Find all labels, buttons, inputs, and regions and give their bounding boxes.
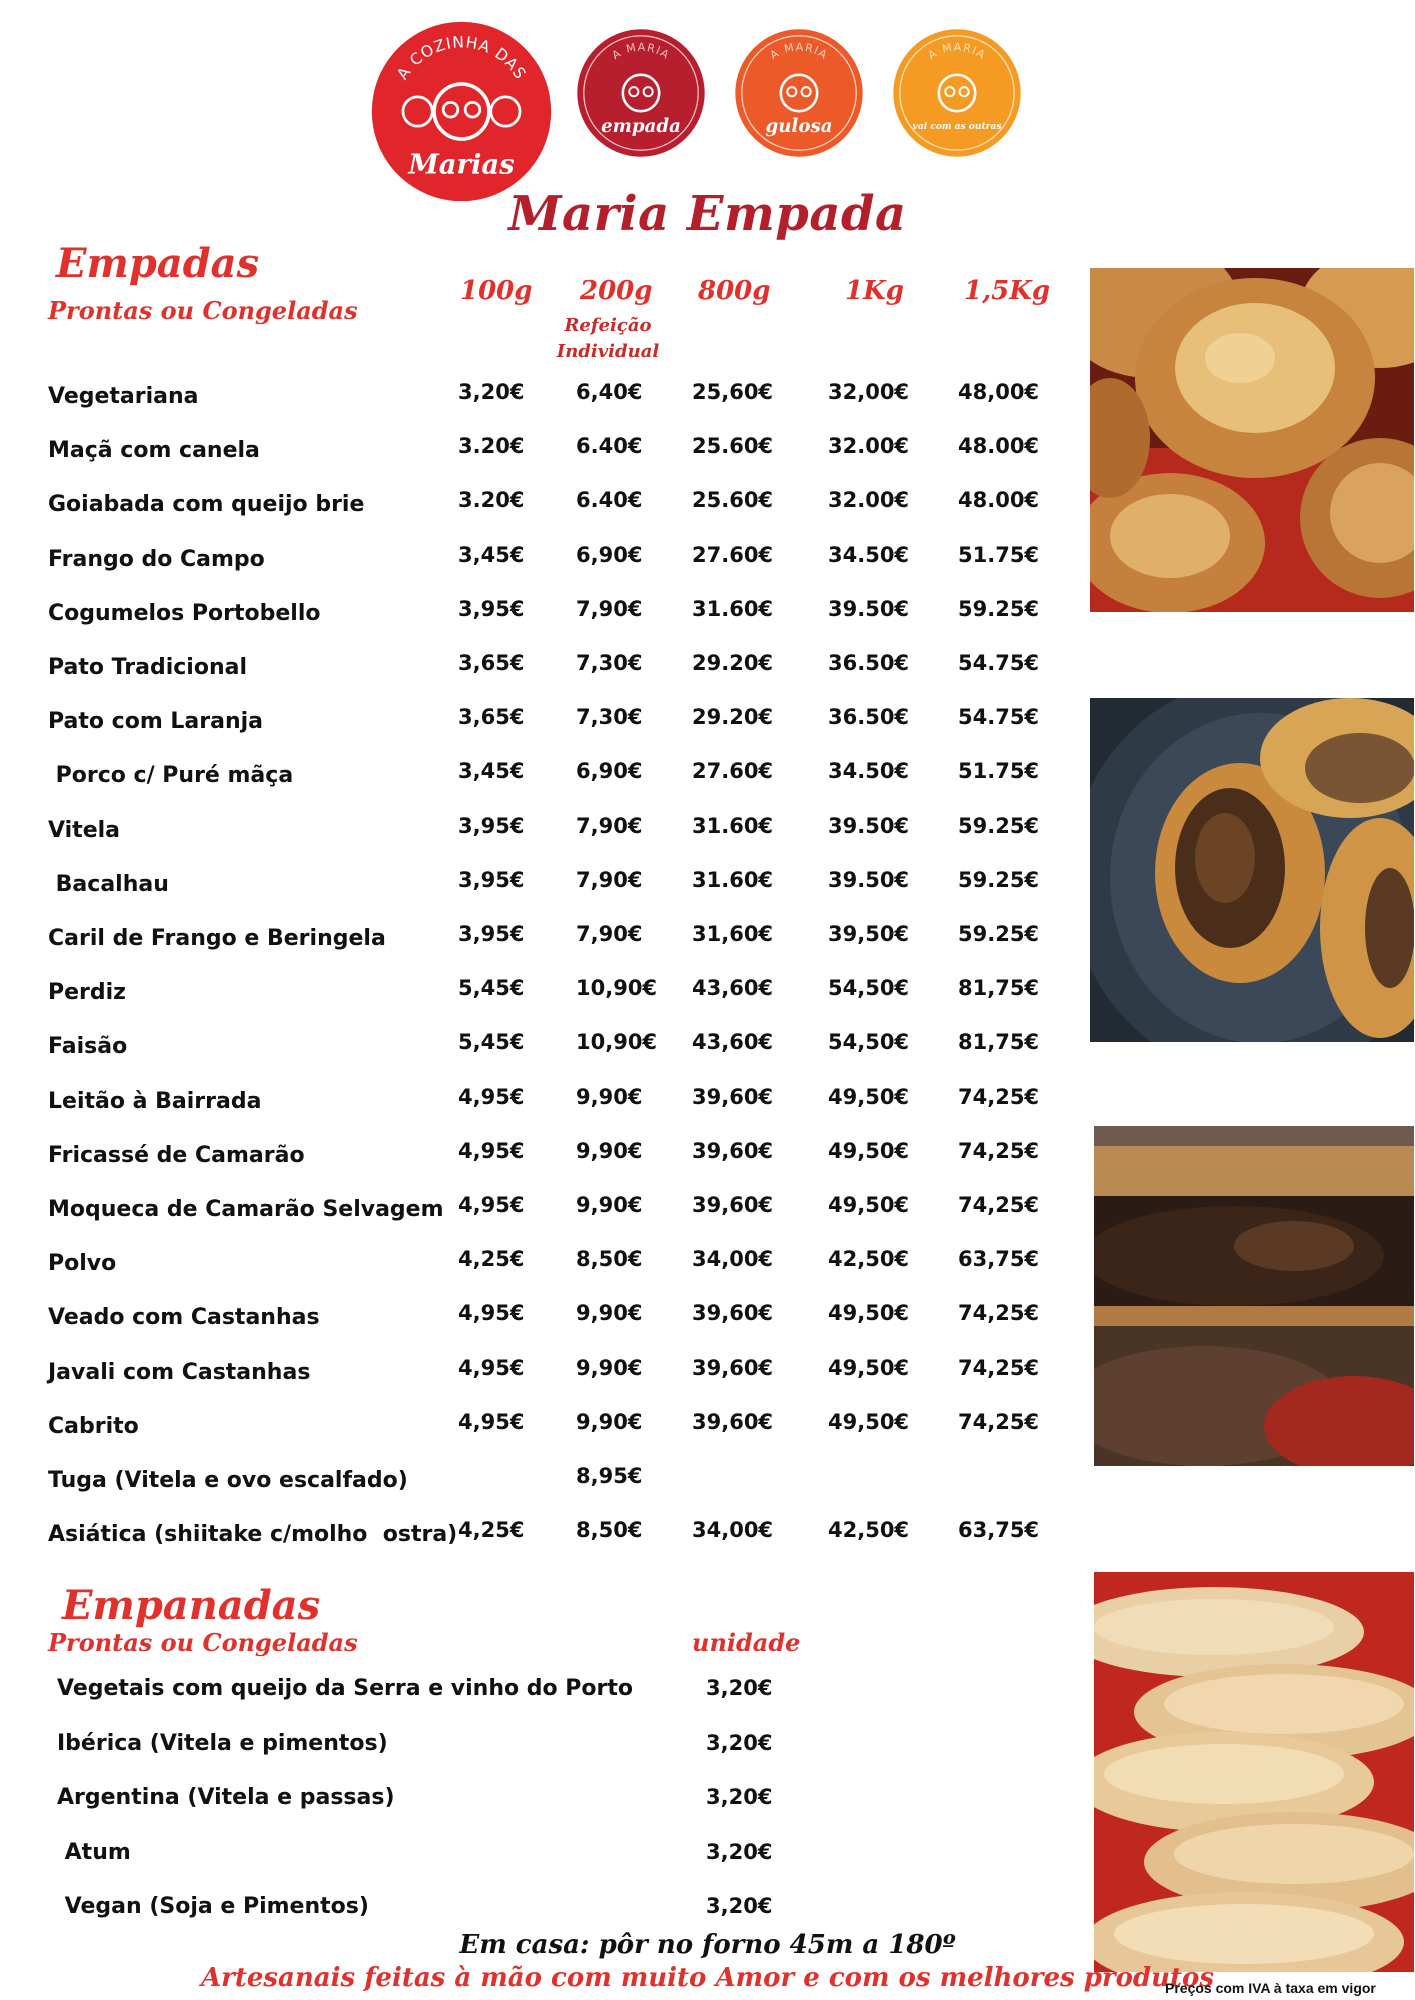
empanada-price: 3,20€	[706, 1894, 773, 1918]
empada-price: 51.75€	[958, 759, 1040, 784]
cozinha-das-marias-logo	[370, 20, 553, 203]
empada-price: 42,50€	[828, 1518, 910, 1543]
empada-row-name: Pato Tradicional	[48, 655, 247, 680]
svg-text:A COZINHA DAS: A COZINHA DAS	[393, 33, 530, 83]
empanadas-title: Empanadas	[62, 1582, 321, 1629]
empada-row-name: Goiabada com queijo brie	[48, 492, 365, 518]
empanada-price: 3,20€	[706, 1730, 773, 1755]
empada-row-name: Frango do Campo	[48, 546, 265, 572]
empada-price: 8,50€	[576, 1247, 643, 1272]
empada-price: 31.60€	[692, 596, 774, 621]
empada-price: 34.50€	[828, 759, 910, 784]
svg-text:empada: empada	[601, 116, 681, 137]
empada-price: 74,25€	[958, 1193, 1040, 1217]
empada-row-name: Faisão	[48, 1034, 128, 1060]
empada-price: 36.50€	[828, 651, 910, 675]
empanada-price: 3,20€	[706, 1785, 773, 1809]
empada-price: 39.50€	[828, 813, 910, 838]
empada-row-name: Caril de Frango e Beringela	[48, 926, 386, 951]
empada-price: 48,00€	[958, 380, 1040, 404]
size-header-100g: 100g	[460, 276, 533, 306]
empada-price: 54,50€	[828, 1030, 910, 1055]
empada-price: 4,95€	[458, 1409, 525, 1434]
empada-price: 8,50€	[576, 1518, 643, 1543]
empada-row-name: Moqueca de Camarão Selvagem	[48, 1197, 444, 1222]
size-header-800g: 800g	[698, 276, 771, 306]
empada-price: 81,75€	[958, 1030, 1040, 1055]
empada-price: 39,60€	[692, 1084, 774, 1109]
empada-photo-2	[1090, 698, 1414, 1042]
empada-price: 3,95€	[458, 867, 525, 892]
empada-price: 49,50€	[828, 1084, 910, 1109]
empada-price: 39.50€	[828, 596, 910, 621]
empada-price: 7,90€	[576, 596, 643, 621]
empada-price: 63,75€	[958, 1247, 1040, 1272]
empada-price: 7,30€	[576, 705, 643, 730]
size-note-line1: Refeição	[564, 315, 652, 336]
size-note-line2: Individual	[556, 341, 660, 362]
empada-price: 54.75€	[958, 651, 1040, 675]
empanada-row-name: Vegetais com queijo da Serra e vinho do Porto	[57, 1676, 634, 1701]
empanada-photo	[1094, 1572, 1414, 1972]
empada-price: 9,90€	[576, 1138, 643, 1163]
size-header-1-5kg: 1,5Kg	[964, 276, 1051, 306]
empada-price: 48.00€	[958, 488, 1040, 513]
empada-price: 10,90€	[576, 976, 658, 1001]
empada-row-name: Polvo	[48, 1251, 117, 1277]
empada-price: 39,50€	[828, 922, 910, 946]
svg-text:gulosa: gulosa	[765, 116, 833, 137]
empada-row-name: Tuga (Vitela e ovo escalfado)	[48, 1468, 408, 1493]
empada-price: 48.00€	[958, 434, 1040, 459]
empada-price: 25.60€	[692, 488, 774, 513]
empada-price: 4,95€	[458, 1355, 525, 1380]
empanadas-subtitle: Prontas ou Congeladas	[48, 1628, 358, 1657]
oven-instructions: Em casa: pôr no forno 45m a 180º	[459, 1930, 956, 1960]
empada-price: 5,45€	[458, 976, 525, 1001]
empada-photo-1	[1090, 268, 1414, 612]
empada-price: 6,40€	[576, 380, 643, 404]
empada-price: 7,90€	[576, 922, 643, 946]
empada-price: 3,95€	[458, 813, 525, 838]
empada-row-name: Vegetariana	[48, 384, 199, 409]
empada-price: 32.00€	[828, 434, 910, 459]
empanada-row-name: Vegan (Soja e Pimentos)	[57, 1894, 369, 1919]
empada-price: 3,45€	[458, 542, 525, 567]
empada-row-name: Maçã com canela	[48, 438, 260, 464]
tagline: Artesanais feitas à mão com muito Amor e com os melhores produtos	[201, 1963, 1214, 1993]
empada-price: 74,25€	[958, 1355, 1040, 1380]
empada-price: 39,60€	[692, 1138, 774, 1163]
empada-row-name: Veado com Castanhas	[48, 1305, 320, 1331]
empada-price: 54,50€	[828, 976, 910, 1001]
empada-price: 9,90€	[576, 1301, 643, 1326]
empada-price: 25,60€	[692, 380, 774, 404]
empanada-price: 3,20€	[706, 1839, 773, 1864]
empada-price: 43,60€	[692, 1030, 774, 1055]
empada-price: 4,95€	[458, 1193, 525, 1217]
svg-text:A MARIA: A MARIA	[609, 40, 673, 63]
empada-price: 34.50€	[828, 542, 910, 567]
empada-price: 6.40€	[576, 488, 643, 513]
maria-gulosa-logo	[734, 28, 864, 158]
empada-row-name: Cogumelos Portobello	[48, 600, 321, 626]
empada-row-name: Porco c/ Puré mãça	[48, 763, 294, 789]
empanada-row-name: Ibérica (Vitela e pimentos)	[57, 1730, 388, 1756]
empada-row-name: Javali com Castanhas	[48, 1359, 311, 1385]
empada-price: 3,20€	[458, 380, 525, 404]
empada-photo-3	[1094, 1126, 1414, 1466]
empada-price: 4,95€	[458, 1084, 525, 1109]
empada-price: 27.60€	[692, 542, 774, 567]
empada-price: 5,45€	[458, 1030, 525, 1055]
empada-price: 49,50€	[828, 1301, 910, 1326]
empada-price: 81,75€	[958, 976, 1040, 1001]
empada-price: 74,25€	[958, 1084, 1040, 1109]
empada-price: 9,90€	[576, 1193, 643, 1217]
empada-price: 3.20€	[458, 434, 525, 459]
empada-price: 7,30€	[576, 651, 643, 675]
empada-price: 59.25€	[958, 922, 1040, 946]
tax-note: Preços com IVA à taxa em vigor	[1165, 1980, 1376, 1996]
empada-price: 31.60€	[692, 867, 774, 892]
empada-price: 10,90€	[576, 1030, 658, 1055]
empada-price: 8,95€	[576, 1464, 643, 1488]
unit-header: unidade	[692, 1628, 801, 1657]
empada-row-name: Vitela	[48, 817, 121, 843]
empada-price: 4,25€	[458, 1518, 525, 1543]
empada-price: 9,90€	[576, 1084, 643, 1109]
empada-row-name: Pato com Laranja	[48, 709, 264, 735]
empada-price: 32.00€	[828, 488, 910, 513]
empada-price: 4,95€	[458, 1301, 525, 1326]
empadas-title: Empadas	[56, 240, 260, 287]
empada-price: 29.20€	[692, 651, 774, 675]
empada-price: 39,60€	[692, 1193, 774, 1217]
empadas-subtitle: Prontas ou Congeladas	[48, 296, 358, 325]
empada-price: 49,50€	[828, 1193, 910, 1217]
empada-price: 4,25€	[458, 1247, 525, 1272]
svg-text:A MARIA: A MARIA	[925, 40, 989, 63]
empada-price: 74,25€	[958, 1409, 1040, 1434]
empada-row-name: Leitão à Bairrada	[48, 1088, 262, 1114]
empada-row-name: Cabrito	[48, 1413, 139, 1439]
empada-price: 6,90€	[576, 542, 643, 567]
empada-price: 39,60€	[692, 1355, 774, 1380]
empada-price: 59.25€	[958, 596, 1040, 621]
empada-price: 3,65€	[458, 651, 525, 675]
empada-price: 3,45€	[458, 759, 525, 784]
empada-price: 3,65€	[458, 705, 525, 730]
empada-row-name: Asiática (shiitake c/molho ostra)	[48, 1522, 458, 1548]
empanada-price: 3,20€	[706, 1676, 773, 1700]
empanada-row-name: Atum	[57, 1839, 131, 1865]
empada-price: 3,95€	[458, 922, 525, 946]
empada-price: 59.25€	[958, 813, 1040, 838]
empanada-row-name: Argentina (Vitela e passas)	[57, 1785, 395, 1810]
empada-price: 9,90€	[576, 1355, 643, 1380]
empada-price: 39,60€	[692, 1301, 774, 1326]
empada-price: 49,50€	[828, 1409, 910, 1434]
maria-empada-logo	[576, 28, 706, 158]
size-header-200g: 200g	[580, 276, 653, 306]
empada-price: 39,60€	[692, 1409, 774, 1434]
empada-price: 59.25€	[958, 867, 1040, 892]
empada-price: 49,50€	[828, 1138, 910, 1163]
empada-price: 25.60€	[692, 434, 774, 459]
empada-price: 31.60€	[692, 813, 774, 838]
empada-price: 3,95€	[458, 596, 525, 621]
svg-text:A MARIA: A MARIA	[767, 40, 831, 63]
empada-price: 27.60€	[692, 759, 774, 784]
empada-row-name: Fricassé de Camarão	[48, 1142, 305, 1168]
empada-price: 4,95€	[458, 1138, 525, 1163]
empada-price: 7,90€	[576, 867, 643, 892]
empada-price: 6,90€	[576, 759, 643, 784]
svg-text:vai com as outras: vai com as outras	[912, 120, 1002, 132]
empada-price: 43,60€	[692, 976, 774, 1001]
empada-row-name: Bacalhau	[48, 871, 169, 897]
maria-petiscos-logo	[892, 28, 1022, 158]
empada-price: 29.20€	[692, 705, 774, 730]
empada-price: 34,00€	[692, 1518, 774, 1543]
empada-price: 42,50€	[828, 1247, 910, 1272]
empada-price: 54.75€	[958, 705, 1040, 730]
empada-price: 6.40€	[576, 434, 643, 459]
empada-price: 63,75€	[958, 1518, 1040, 1543]
empada-price: 9,90€	[576, 1409, 643, 1434]
empada-price: 49,50€	[828, 1355, 910, 1380]
empada-price: 36.50€	[828, 705, 910, 730]
empada-price: 3.20€	[458, 488, 525, 513]
empada-price: 31,60€	[692, 922, 774, 946]
empada-price: 32,00€	[828, 380, 910, 404]
empada-row-name: Perdiz	[48, 980, 126, 1006]
empada-price: 7,90€	[576, 813, 643, 838]
empada-price: 34,00€	[692, 1247, 774, 1272]
empada-price: 74,25€	[958, 1301, 1040, 1326]
empada-price: 51.75€	[958, 542, 1040, 567]
size-header-1kg: 1Kg	[845, 276, 904, 306]
empada-price: 39.50€	[828, 867, 910, 892]
svg-text:Marias: Marias	[408, 148, 515, 181]
page-title: Maria Empada	[508, 186, 907, 242]
empada-price: 74,25€	[958, 1138, 1040, 1163]
